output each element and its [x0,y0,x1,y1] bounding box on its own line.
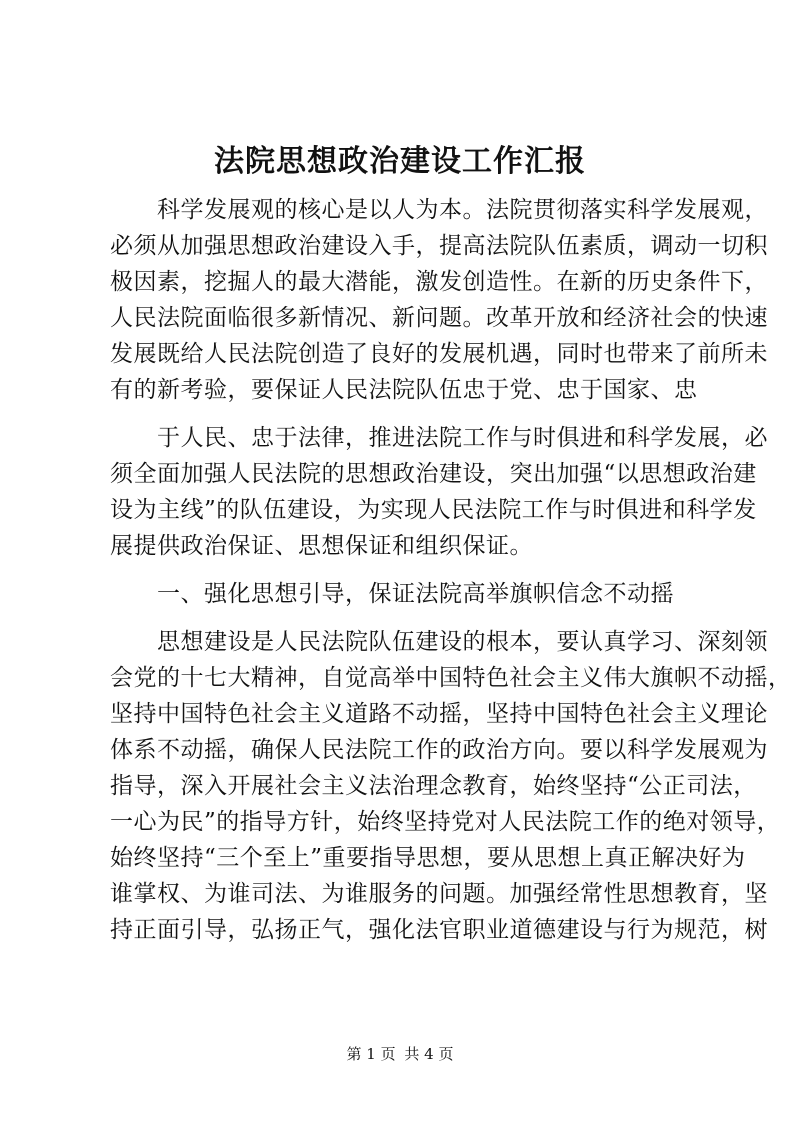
body-text-line: 会党的十七大精神，自觉高举中国特色社会主义伟大旗帜不动摇， [110,665,792,691]
document-title: 法院思想政治建设工作汇报 [214,144,586,179]
body-text-line: 于人民、忠于法律，推进法院工作与时俱进和科学发展，必 [110,425,768,451]
body-text-line: 人民法院面临很多新情况、新问题。改革开放和经济社会的快速 [110,305,768,331]
body-text-line: 发展既给人民法院创造了良好的发展机遇，同时也带来了前所未 [110,341,768,367]
body-text-line: 持正面引导，弘扬正气，强化法官职业道德建设与行为规范，树 [110,917,768,943]
body-text-line: 一、强化思想引导，保证法院高举旗帜信念不动摇 [110,581,674,607]
body-text-line: 须全面加强人民法院的思想政治建设，突出加强“以思想政治建 [110,461,757,487]
body-text-line: 科学发展观的核心是以人为本。法院贯彻落实科学发展观， [110,197,768,223]
body-text-line: 坚持中国特色社会主义道路不动摇，坚持中国特色社会主义理论 [110,701,768,727]
page-total: 共 4 页 [404,1045,454,1063]
body-text-line: 指导，深入开展社会主义法治理念教育，始终坚持“公正司法， [110,773,757,799]
page-number: 第 1 页 [346,1045,396,1063]
page-footer [0,1043,800,1064]
body-text-line: 设为主线”的队伍建设，为实现人民法院工作与时俱进和科学发 [110,497,757,523]
body-text-line: 谁掌权、为谁司法、为谁服务的问题。加强经常性思想教育，坚 [110,881,768,907]
body-text-line: 必须从加强思想政治建设入手，提高法院队伍素质，调动一切积 [110,233,768,259]
body-text-line: 思想建设是人民法院队伍建设的根本，要认真学习、深刻领 [110,629,768,655]
body-text-line: 体系不动摇，确保人民法院工作的政治方向。要以科学发展观为 [110,737,768,763]
body-text-line: 一心为民”的指导方针，始终坚持党对人民法院工作的绝对领导， [110,809,781,835]
body-text-line: 始终坚持“三个至上”重要指导思想，要从思想上真正解决好为 [110,845,746,871]
body-text-line: 极因素，挖掘人的最大潜能，激发创造性。在新的历史条件下， [110,269,768,295]
body-text-line: 展提供政治保证、思想保证和组织保证。 [110,533,533,559]
body-text-line: 有的新考验，要保证人民法院队伍忠于党、忠于国家、忠 [110,377,698,403]
